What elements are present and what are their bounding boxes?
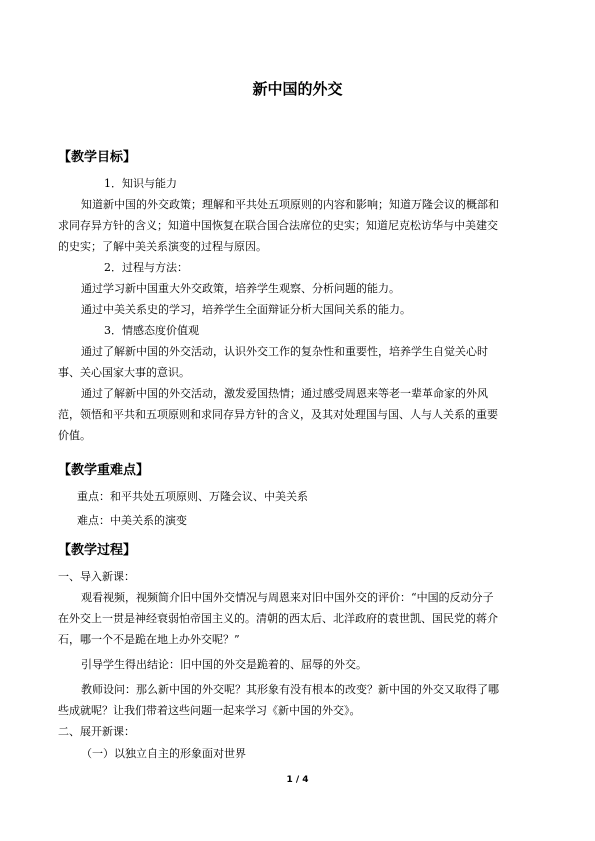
- key-point-line: 重点：和平共处五项原则、万隆会议、中美关系: [77, 490, 308, 503]
- page-number: 1 / 4: [286, 775, 309, 785]
- section-2-line-1: （一）以独立自主的形象面对世界: [81, 747, 246, 760]
- goal-3-line-4: 范，领悟和平共和五项原则和求同存异方针的含义，及其对处理国与国、人与人关系的重要: [58, 408, 498, 421]
- goal-1-line-2: 求同存异方针的含义；知道中国恢复在联合国合法席位的史实；知道尼克松访华与中美建交: [58, 219, 498, 232]
- difficulty-line: 难点：中美关系的演变: [77, 514, 187, 527]
- document-title: 新中国的外交: [252, 80, 343, 98]
- heading-teaching-process: 【教学过程】: [58, 543, 137, 558]
- section-2-title: 二、展开新课：: [58, 725, 135, 738]
- goal-3-line-1: 通过了解新中国的外交活动，认识外交工作的复杂性和重要性，培养学生自觉关心时: [81, 345, 488, 358]
- heading-teaching-goals: 【教学目标】: [58, 150, 137, 165]
- section-1-line-5: 教师设问：那么新中国的外交呢？其形象有没有根本的改变？新中国的外交又取得了哪: [81, 683, 499, 696]
- heading-key-points: 【教学重难点】: [58, 463, 150, 478]
- goal-3-label: 3．情感态度价值观: [104, 324, 199, 337]
- section-1-title: 一、导入新课：: [58, 570, 135, 583]
- section-1-line-3: 石，哪一个不是跪在地上办外交呢？”: [58, 633, 240, 646]
- section-1-line-6: 些成就呢？让我们带着这些问题一起来学习《新中国的外交》。: [58, 704, 361, 717]
- goal-3-line-2: 事、关心国家大事的意识。: [58, 366, 190, 379]
- goal-2-line-2: 通过中美关系史的学习，培养学生全面辩证分析大国间关系的能力。: [81, 303, 411, 316]
- goal-2-line-1: 通过学习新中国重大外交政策，培养学生观察、分析问题的能力。: [81, 282, 400, 295]
- goal-1-line-3: 的史实；了解中美关系演变的过程与原因。: [58, 240, 267, 253]
- section-1-line-4: 引导学生得出结论：旧中国的外交是跪着的、屈辱的外交。: [81, 658, 367, 671]
- goal-2-label: 2．过程与方法：: [104, 261, 188, 274]
- goal-3-line-3: 通过了解新中国的外交活动，激发爱国热情；通过感受周恩来等老一辈革命家的外风: [81, 387, 488, 400]
- section-1-line-1: 观看视频，视频简介旧中国外交情况与周恩来对旧中国外交的评价：“中国的反动分子: [81, 591, 494, 604]
- goal-1-line-1: 知道新中国的外交政策；理解和平共处五项原则的内容和影响；知道万隆会议的概部和: [81, 198, 499, 211]
- section-1-line-2: 在外交上一贯是神经衰弱怕帝国主义的。清朝的西太后、北洋政府的袁世凯、国民党的蒋介: [58, 612, 498, 625]
- goal-3-line-5: 价值。: [58, 429, 91, 442]
- goal-1-label: 1．知识与能力: [104, 177, 177, 190]
